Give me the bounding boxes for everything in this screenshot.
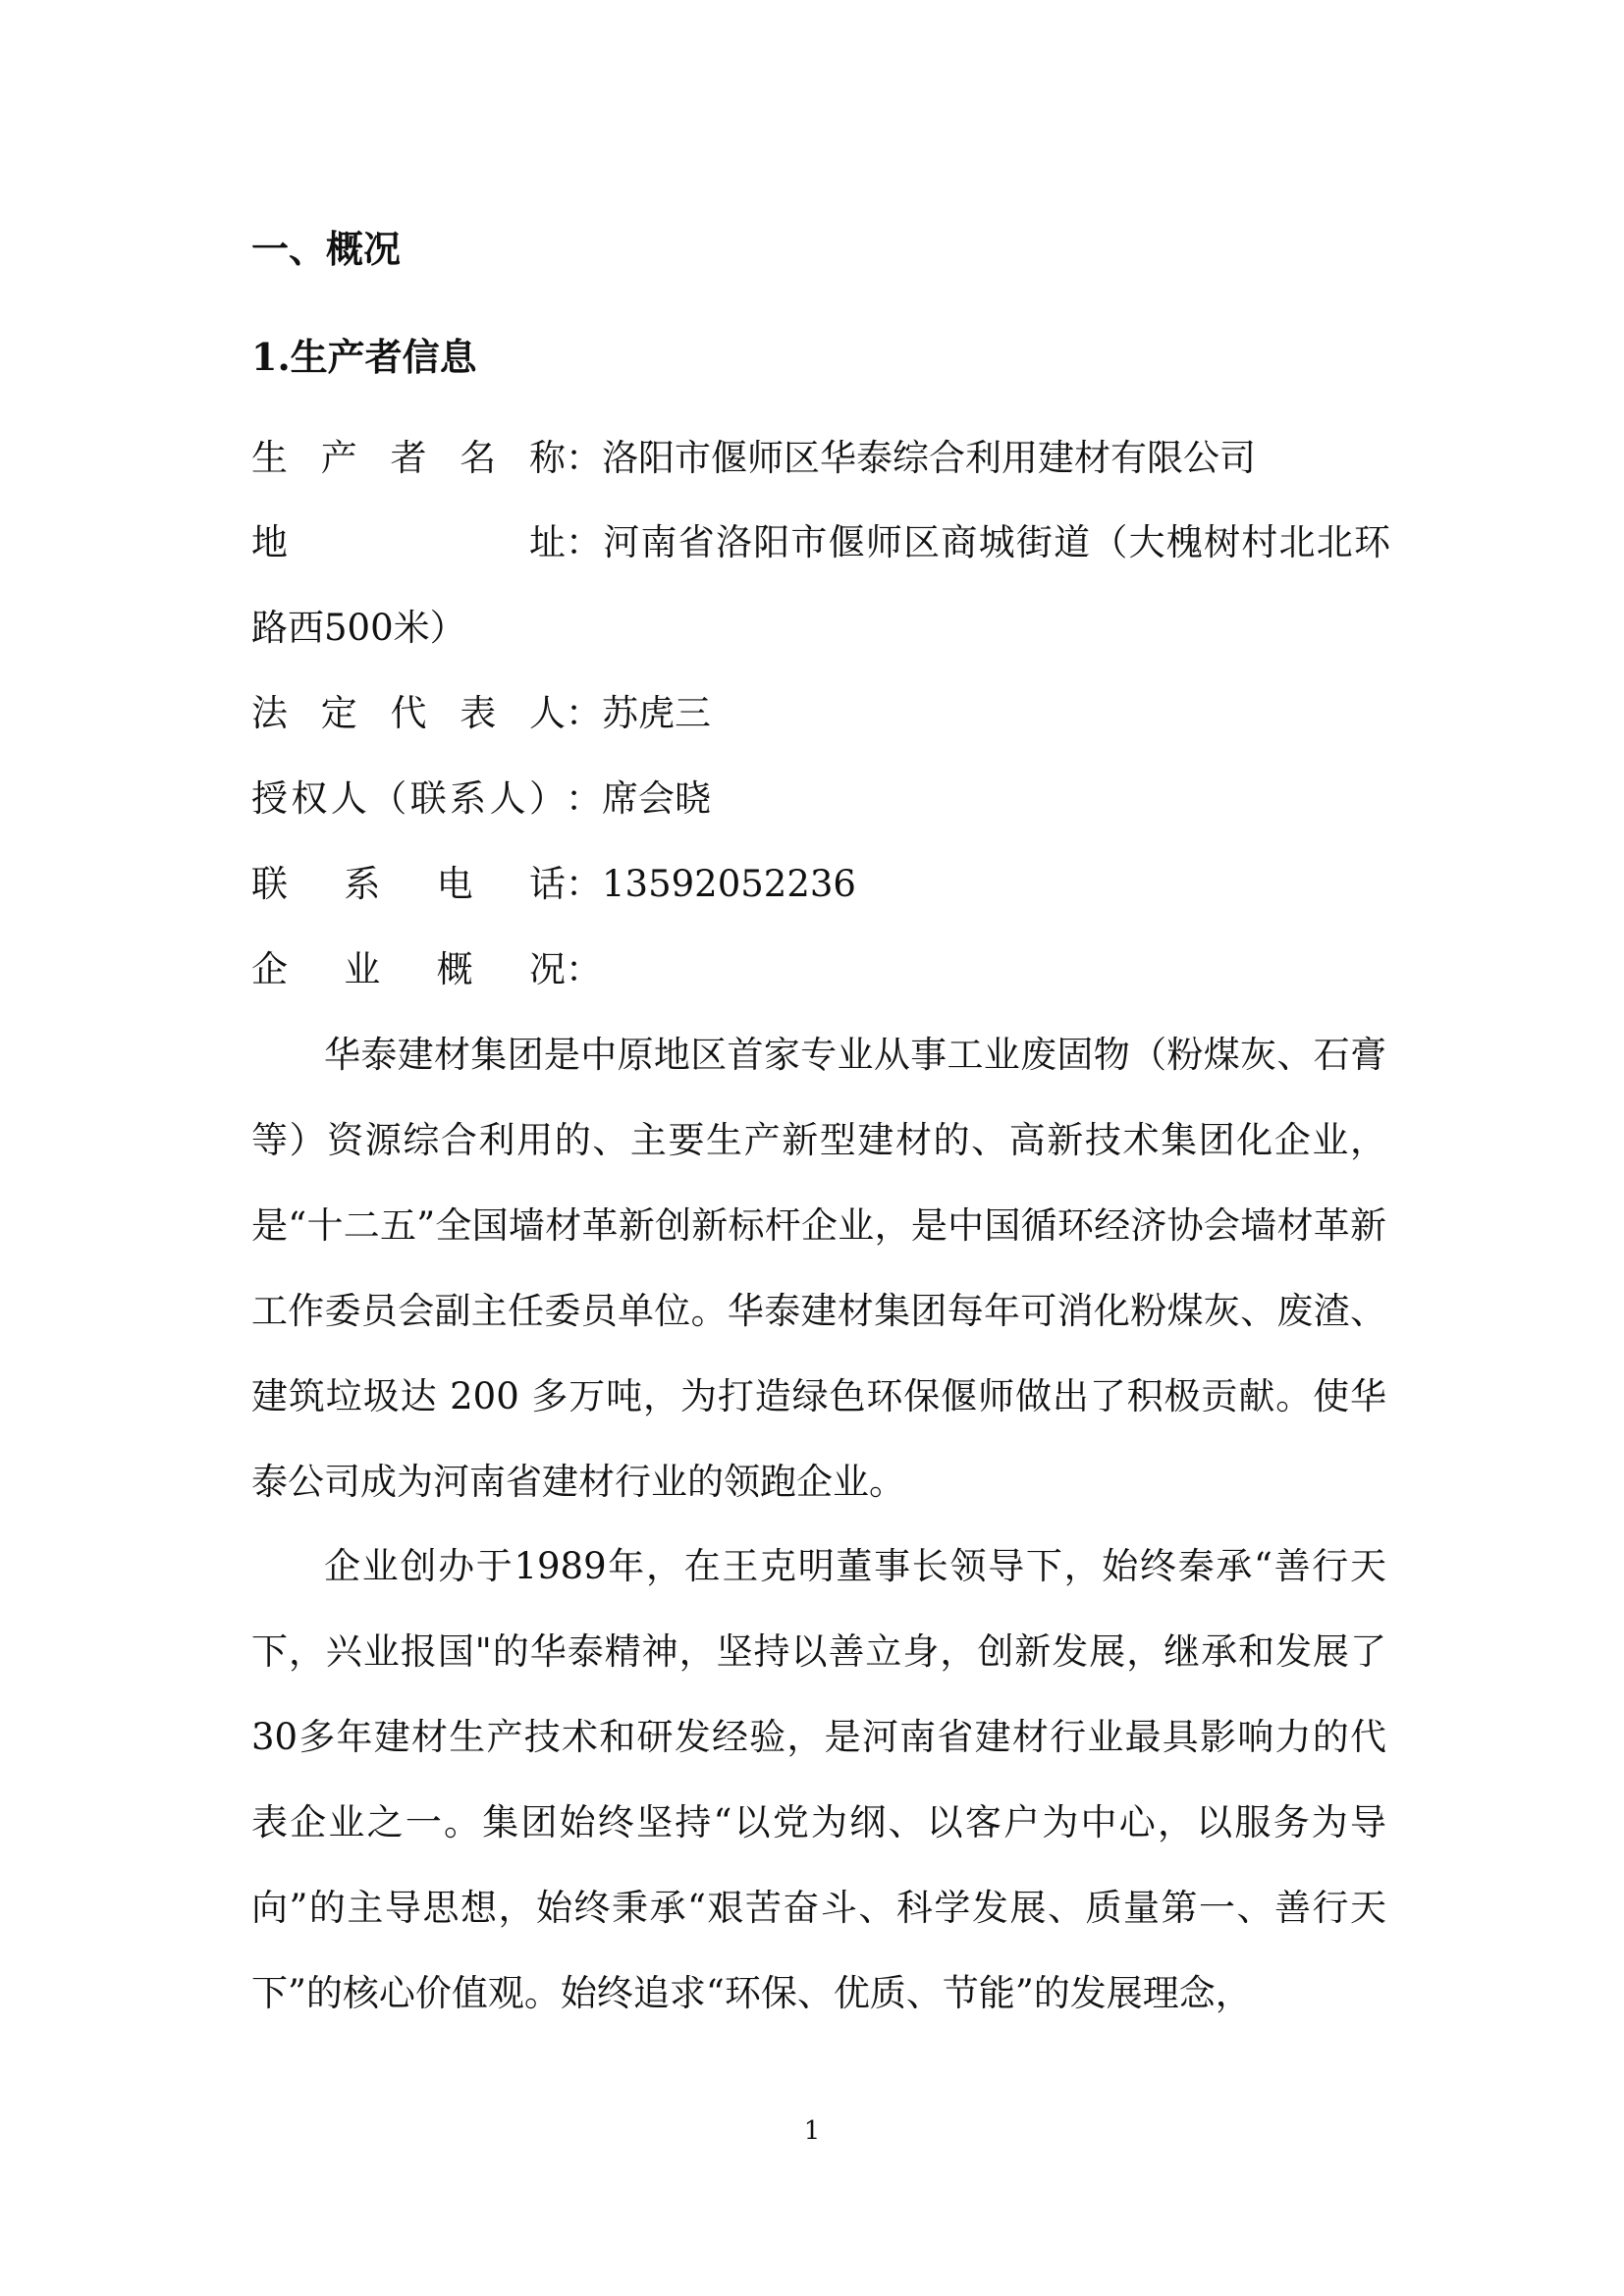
paragraph-2: 企业创办于1989年，在王克明董事长领导下，始终秦承“善行天下，兴业报国"的华泰精神，坚持以善立身，创新发展，继承和发展了30多年建材生产技术和研发经验，是河南省建材行业最具影响力的代表企业之一。集团始终坚持“以党为纲、以客户为中心，以服务为导向”的主导思想，始终秉承“艰苦奋斗、科学发展、质量第一、善行天下”的核心价值观。始终追求“环保、优质、节能”的发展理念， [251, 1545, 1386, 2014]
field-label: 企业概况 [251, 948, 566, 990]
field-producer-name [251, 435, 1390, 482]
field-separator: ： [566, 948, 602, 990]
section-heading: 一、概况 [251, 227, 402, 271]
field-value: 席会晓 [602, 777, 711, 820]
field-legal-representative [251, 690, 1390, 737]
field-separator: ： [566, 777, 602, 820]
field-address [251, 500, 1390, 670]
field-label: 地址 [251, 521, 566, 563]
field-label: 生产者名称 [251, 437, 566, 479]
field-separator: ： [566, 521, 602, 563]
field-phone [251, 861, 1390, 908]
paragraph-1: 华泰建材集团是中原地区首家专业从事工业废固物（粉煤灰、石膏等）资源综合利用的、主要生产新型建材的、高新技术集团化企业，是“十二五”全国墙材革新创新标杆企业，是中国循环经济协会墙材革新工作委员会副主任委员单位。华泰建材集团每年可消化粉煤灰、废渣、建筑垃圾达 200 多万吨，为打造绿色环保偃师做出了积极贡献。使华泰公司成为河南省建材行业的领跑企业。 [251, 1034, 1386, 1503]
field-authorized-contact [251, 775, 1390, 823]
field-separator: ： [566, 692, 602, 734]
field-value: 河南省洛阳市偃师区商城街道（大槐树村北北环路西500米） [251, 521, 1390, 649]
field-value: 苏虎三 [602, 692, 711, 734]
field-company-overview [251, 946, 1390, 993]
field-value: 洛阳市偃师区华泰综合利用建材有限公司 [602, 437, 1256, 479]
page-number: 1 [803, 2116, 821, 2146]
field-separator: ： [566, 437, 602, 479]
field-label: 法定代表人 [251, 692, 566, 734]
field-label: 联系电话 [251, 863, 566, 905]
field-label: 授权人（联系人） [251, 777, 566, 820]
sub-heading: 1.生产者信息 [251, 335, 477, 379]
field-separator: ： [566, 863, 602, 905]
field-value: 13592052236 [602, 863, 856, 905]
